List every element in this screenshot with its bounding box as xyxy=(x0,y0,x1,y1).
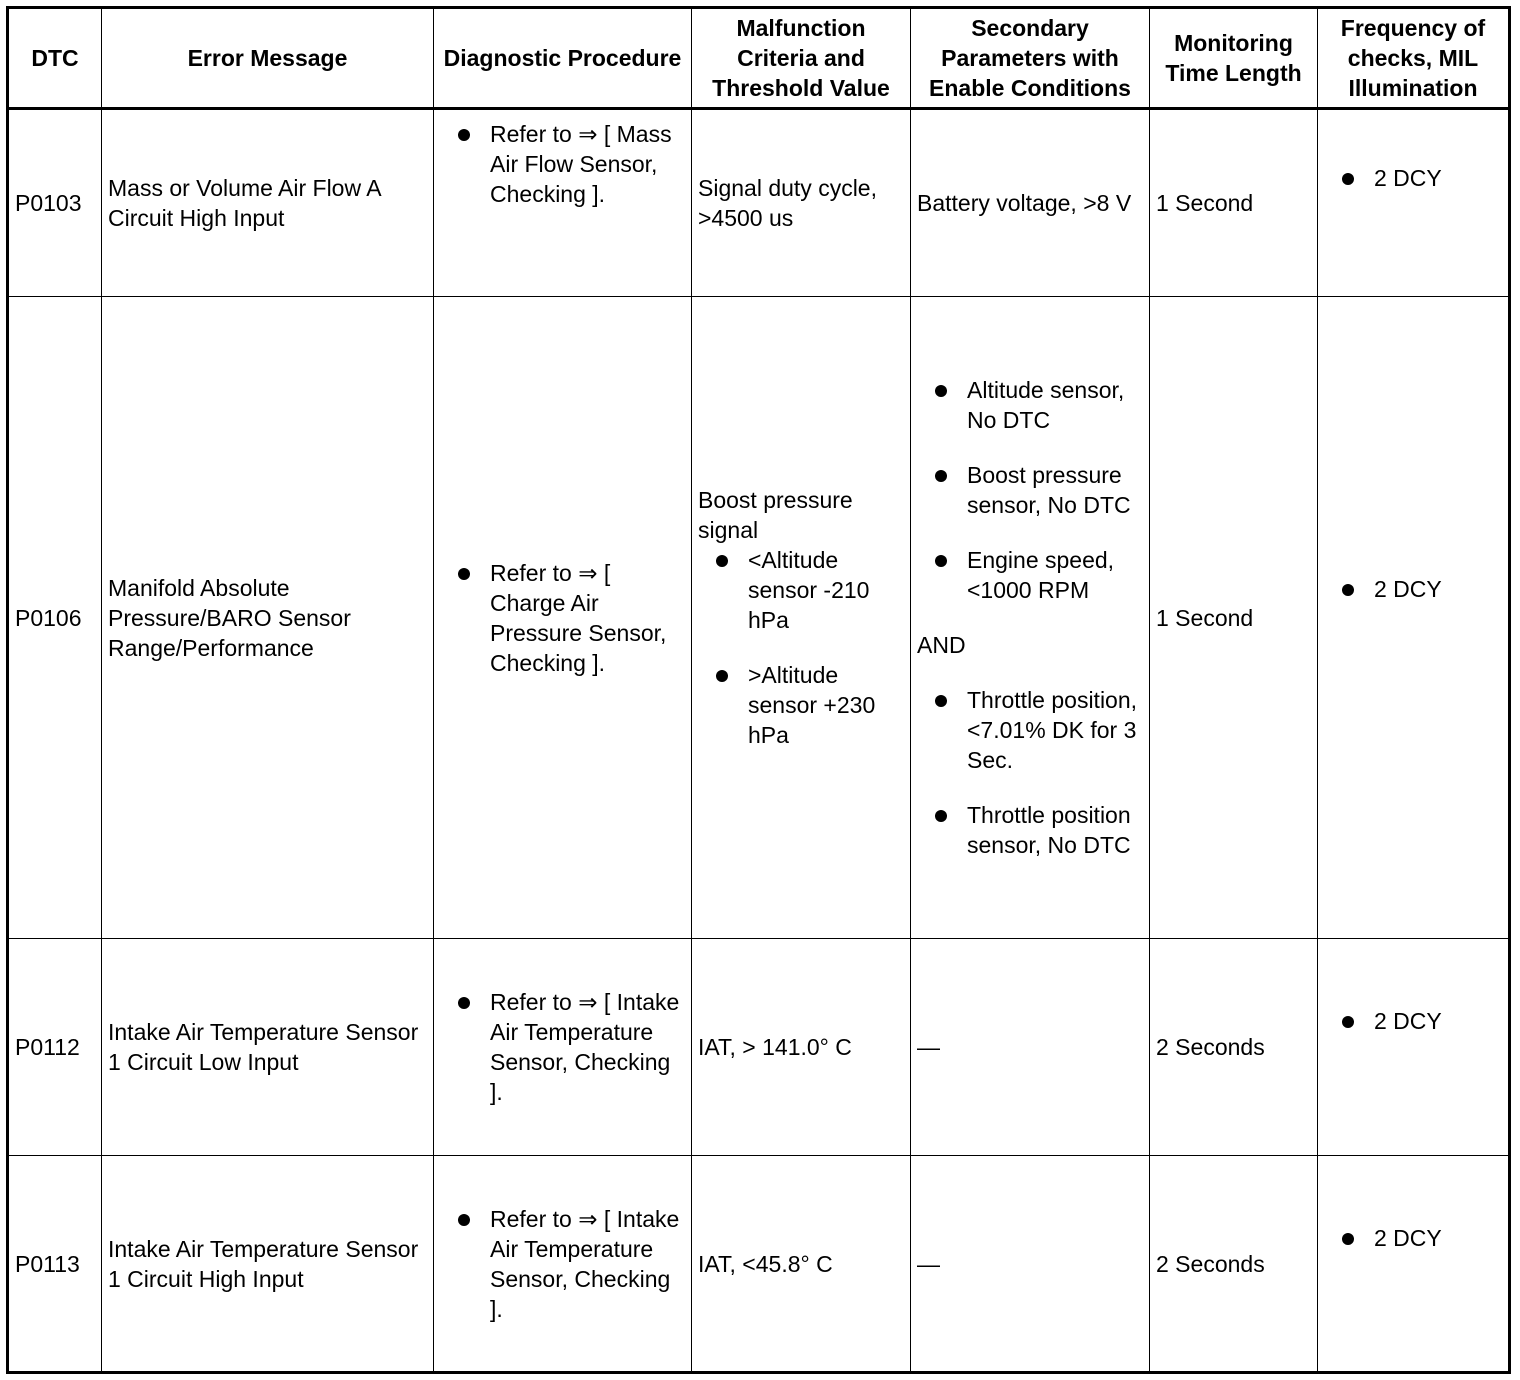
secondary-item: Throttle position, <7.01% DK for 3 Sec. xyxy=(917,685,1143,775)
error-message: Manifold Absolute Pressure/BARO Sensor Range/Performance xyxy=(102,297,434,939)
monitoring-time: 1 Second xyxy=(1150,109,1318,297)
secondary-parameters: — xyxy=(911,1156,1150,1373)
table-row xyxy=(8,1156,1510,1373)
monitoring-time: 2 Seconds xyxy=(1150,939,1318,1156)
dtc-code: P0112 xyxy=(8,939,102,1156)
criteria-intro: Boost pressure signal xyxy=(698,487,853,543)
header-monitoring-time: Monitoring Time Length xyxy=(1150,8,1318,109)
header-malfunction-criteria: Malfunction Criteria and Threshold Value xyxy=(692,8,911,109)
criteria-item: <Altitude sensor -210 hPa xyxy=(698,545,904,635)
monitoring-time: 2 Seconds xyxy=(1150,1156,1318,1373)
secondary-list-a xyxy=(917,375,1143,605)
frequency-item: 2 DCY xyxy=(1324,1223,1502,1253)
error-message: Intake Air Temperature Sensor 1 Circuit Low Input xyxy=(102,939,434,1156)
header-dtc: DTC xyxy=(8,8,102,109)
frequency-item: 2 DCY xyxy=(1324,163,1502,193)
header-secondary-parameters: Secondary Parameters with Enable Conditions xyxy=(911,8,1150,109)
procedure-link[interactable]: Refer to ⇒ [ Charge Air Pressure Sensor, Checking ]. xyxy=(440,558,685,678)
diagnostic-procedure xyxy=(434,939,692,1156)
frequency-mil xyxy=(1318,939,1510,1156)
secondary-list-b xyxy=(917,685,1143,860)
header-error-message: Error Message xyxy=(102,8,434,109)
table-row xyxy=(8,109,1510,297)
dtc-table xyxy=(6,6,1511,1374)
secondary-item: Altitude sensor, No DTC xyxy=(917,375,1143,435)
criteria-item: >Altitude sensor +230 hPa xyxy=(698,660,904,750)
diagnostic-procedure xyxy=(434,297,692,939)
dtc-code: P0106 xyxy=(8,297,102,939)
diagnostic-procedure xyxy=(434,109,692,297)
malfunction-criteria: Signal duty cycle, >4500 us xyxy=(692,109,911,297)
error-message: Mass or Volume Air Flow A Circuit High Input xyxy=(102,109,434,297)
secondary-item: Engine speed, <1000 RPM xyxy=(917,545,1143,605)
table-row xyxy=(8,939,1510,1156)
malfunction-criteria: IAT, <45.8° C xyxy=(692,1156,911,1373)
procedure-link[interactable]: Refer to ⇒ [ Mass Air Flow Sensor, Checking ]. xyxy=(440,119,685,209)
frequency-mil xyxy=(1318,1156,1510,1373)
dtc-code: P0113 xyxy=(8,1156,102,1373)
procedure-link[interactable]: Refer to ⇒ [ Intake Air Temperature Sensor, Checking ]. xyxy=(440,987,685,1107)
diagnostic-procedure xyxy=(434,1156,692,1373)
secondary-item: Throttle position sensor, No DTC xyxy=(917,800,1143,860)
malfunction-criteria: IAT, > 141.0° C xyxy=(692,939,911,1156)
header-row xyxy=(8,8,1510,109)
error-message: Intake Air Temperature Sensor 1 Circuit High Input xyxy=(102,1156,434,1373)
frequency-mil xyxy=(1318,109,1510,297)
malfunction-criteria xyxy=(692,297,911,939)
frequency-item: 2 DCY xyxy=(1324,574,1502,604)
secondary-parameters: Battery voltage, >8 V xyxy=(911,109,1150,297)
criteria-list xyxy=(698,545,904,750)
secondary-parameters: — xyxy=(911,939,1150,1156)
frequency-mil xyxy=(1318,297,1510,939)
and-connector: AND xyxy=(917,632,966,658)
dtc-code: P0103 xyxy=(8,109,102,297)
secondary-item: Boost pressure sensor, No DTC xyxy=(917,460,1143,520)
procedure-link[interactable]: Refer to ⇒ [ Intake Air Temperature Sensor, Checking ]. xyxy=(440,1204,685,1324)
secondary-parameters xyxy=(911,297,1150,939)
table-row xyxy=(8,297,1510,939)
monitoring-time: 1 Second xyxy=(1150,297,1318,939)
header-diagnostic-procedure: Diagnostic Procedure xyxy=(434,8,692,109)
frequency-item: 2 DCY xyxy=(1324,1006,1502,1036)
header-frequency: Frequency of checks, MIL Illumination xyxy=(1318,8,1510,109)
